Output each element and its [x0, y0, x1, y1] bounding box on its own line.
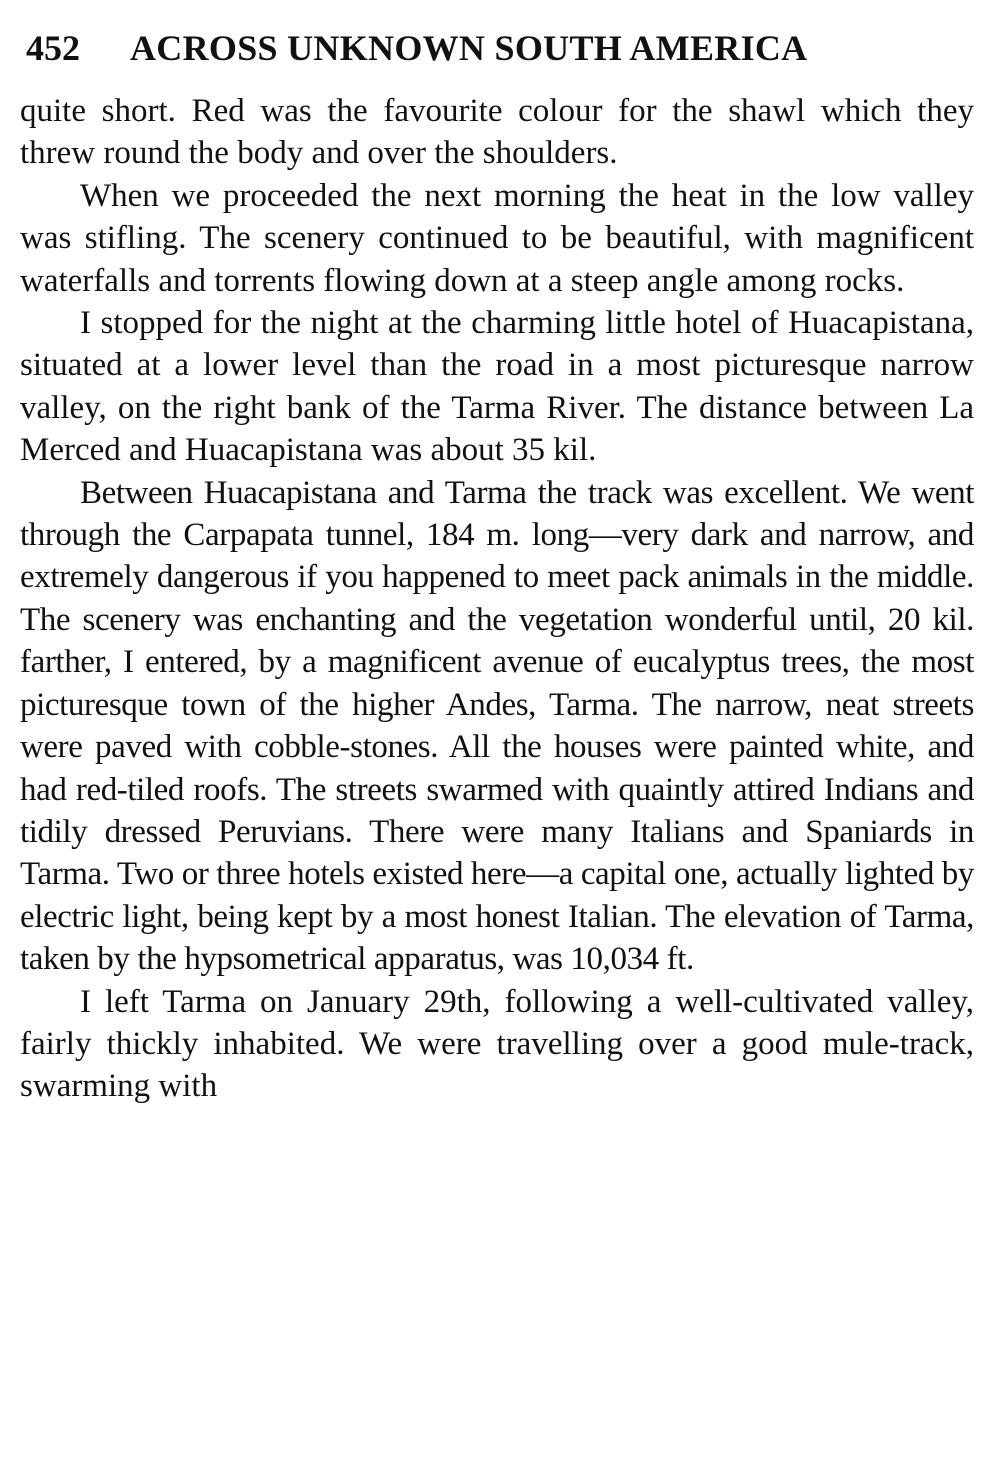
running-title: ACROSS UNKNOWN SOUTH AMERICA	[130, 28, 808, 68]
paragraph-continuation: quite short. Red was the favourite colour for the shawl which they threw round the body and over the shoulders.	[20, 93, 974, 172]
body-text	[20, 90, 974, 1108]
page-number: 452	[26, 28, 80, 68]
paragraph: Between Huacapistana and Tarma the track was excellent. We went through the Carpapata tunnel, 184 m. long—very dark and narrow, and extremely dangerous if you happened to meet pack animals in the middle. The scenery was enchanting and the vegetation wonderful until, 20 kil. farther, I entered, by a magnificent avenue of eucalyptus trees, the most picturesque town of the higher Andes, Tarma. The narrow, neat streets were paved with cobble-stones. All the houses were painted white, and had red-tiled roofs. The streets swarmed with quaintly attired Indians and tidily dressed Peruvians. There were many Italians and Spaniards in Tarma. Two or three hotels existed here—a capital one, actually lighted by electric light, being kept by a most honest Italian. The elevation of Tarma, taken by the hypsometrical apparatus, was 10,034 ft.	[20, 474, 974, 978]
paragraph: I left Tarma on January 29th, following a well-cultivated valley, fairly thickly inhabited. We were travelling over a good mule-track, swarming with	[20, 983, 974, 1105]
paragraph: When we proceeded the next morning the heat in the low valley was stifling. The scenery continued to be beautiful, with magnificent waterfalls and torrents flowing down at a steep angle among rocks.	[20, 177, 974, 299]
running-header	[26, 22, 976, 74]
paragraph: I stopped for the night at the charming little hotel of Huacapistana, situated at a lower level than the road in a most picturesque narrow valley, on the right bank of the Tarma River. The distance between La Merced and Huacapistana was about 35 kil.	[20, 305, 974, 469]
